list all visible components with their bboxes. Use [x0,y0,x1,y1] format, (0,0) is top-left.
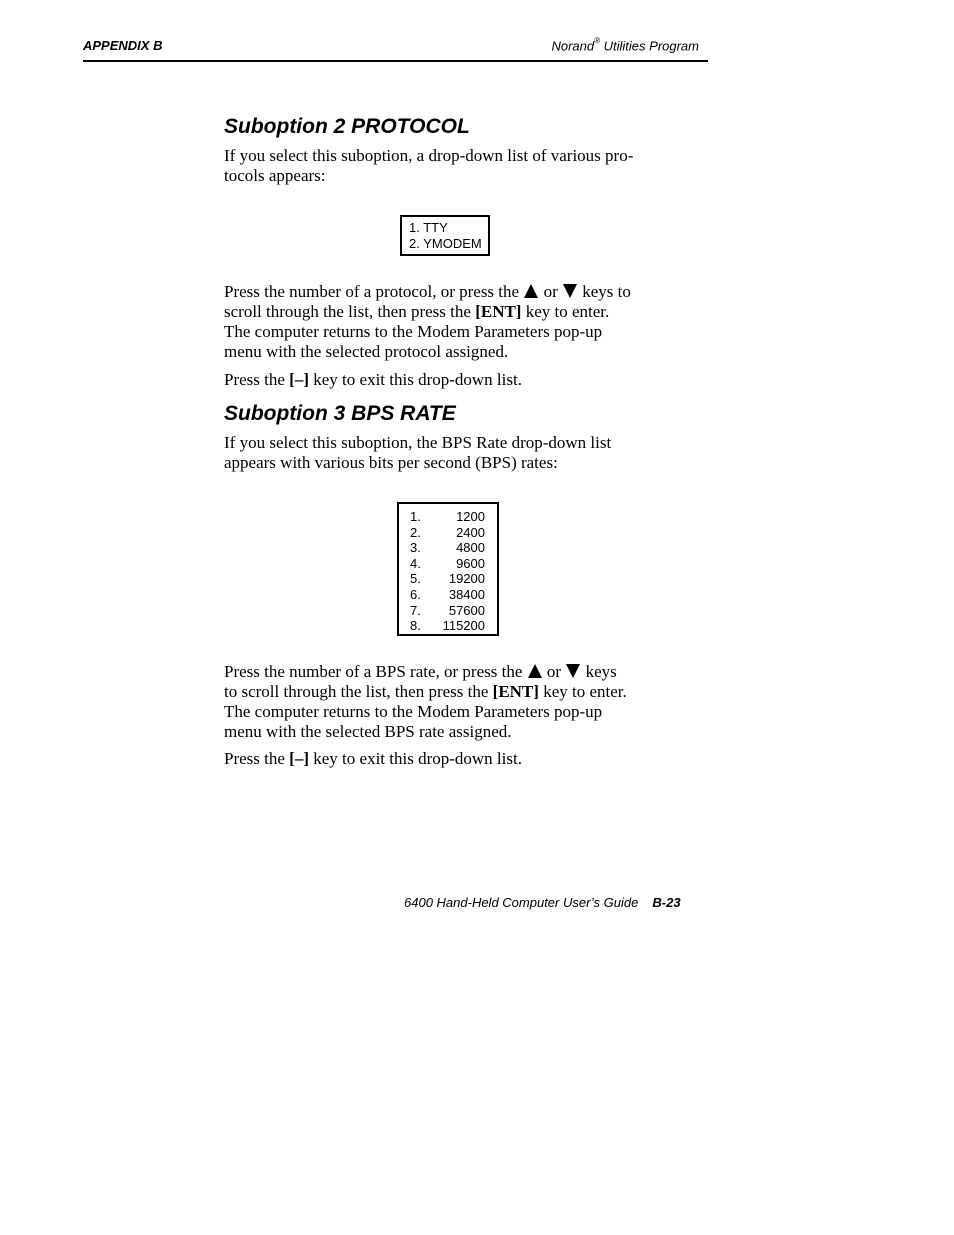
ent-key-label: [ENT] [475,302,522,321]
bps-instructions-line-1 [224,662,710,682]
bps-option[interactable] [410,540,485,556]
instruction-text: Press the [224,749,285,768]
protocol-instructions [224,282,710,362]
bps-intro [224,433,710,473]
instruction-text: Press the number of a protocol, or press the [224,282,520,301]
bps-option-value: 9600 [456,555,485,571]
bps-option-number: 5. [410,571,421,587]
instruction-text: to scroll through the list, then press the [224,682,489,701]
bps-option-number: 3. [410,540,421,556]
bps-option[interactable] [410,618,485,634]
bps-intro-line-1: If you select this suboption, the BPS Rate drop-down list [224,433,612,452]
protocol-exit-note [224,370,710,390]
page-number: B-23 [652,895,681,910]
bps-option-number: 8. [410,618,421,634]
page-footer [404,895,681,910]
bps-option-number: 1. [410,509,421,524]
bps-intro-line-2: appears with various bits per second (BPS) rates: [224,453,558,472]
instruction-text: key to enter. [543,682,627,701]
instruction-text: Press the number of a BPS rate, or press the [224,662,523,681]
instruction-text: Press the [224,370,285,389]
bps-option-value: 57600 [448,602,485,618]
bps-option-number: 4. [410,555,421,571]
instruction-text: keys to [582,282,631,301]
instruction-text: key to exit this drop-down list. [313,749,522,768]
protocol-exit-note-line [224,370,710,390]
up-arrow-key-icon [528,664,542,678]
protocol-dropdown-list[interactable] [400,215,490,256]
bps-option[interactable] [410,603,485,619]
protocol-intro-line-1: If you select this suboption, a drop-down list of various pro- [224,146,634,165]
protocol-heading: Suboption 2 PROTOCOL [224,115,470,138]
running-title [551,38,699,53]
bps-heading: Suboption 3 BPS RATE [224,402,456,425]
bps-option-number: 2. [410,524,421,540]
protocol-instructions-line-1 [224,282,710,302]
bps-option-number: 6. [410,586,421,602]
bps-option[interactable] [410,509,485,525]
instruction-text: key to enter. [525,302,610,321]
guide-title: 6400 Hand-Held Computer User’s Guide [404,895,639,910]
bps-exit-note [224,749,710,769]
appendix-label: APPENDIX B [83,38,163,53]
registered-mark: ® [594,36,601,45]
bps-option[interactable] [410,587,485,603]
ent-key-label: [ENT] [492,682,539,701]
minus-key-label: [–] [289,370,309,389]
protocol-instructions-line-2 [224,302,710,322]
bps-option-number: 7. [410,602,421,618]
bps-option[interactable] [410,525,485,541]
bps-rate-dropdown-list[interactable] [397,502,499,636]
protocol-intro [224,146,710,186]
instruction-text: or [546,662,562,681]
bps-option-value: 115200 [442,618,485,634]
running-title-rest: Utilities Program [603,38,699,54]
protocol-instructions-line-4: menu with the selected protocol assigned. [224,342,509,361]
page-header [83,36,708,62]
running-title-brand: Norand [551,38,595,54]
protocol-option-tty[interactable]: 1. TTY [409,220,448,235]
down-arrow-key-icon [563,284,577,298]
bps-instructions-line-3: The computer returns to the Modem Parameters pop-up [224,702,603,721]
protocol-instructions-line-3: The computer returns to the Modem Parameters pop-up [224,322,603,341]
instruction-text: scroll through the list, then press the [224,302,471,321]
up-arrow-key-icon [524,284,538,298]
bps-option[interactable] [410,571,485,587]
bps-option-value: 4800 [456,540,485,556]
minus-key-label: [–] [289,749,309,768]
instruction-text: or [543,282,558,301]
bps-option-value: 38400 [448,586,485,602]
bps-option-value: 19200 [448,571,485,587]
bps-option-value: 2400 [456,524,485,540]
protocol-intro-line-2: tocols appears: [224,166,326,185]
down-arrow-key-icon [566,664,580,678]
protocol-option-ymodem[interactable]: 2. YMODEM [409,236,482,251]
bps-instructions [224,662,710,742]
instruction-text: key to exit this drop-down list. [313,370,522,389]
bps-instructions-line-4: menu with the selected BPS rate assigned. [224,722,512,741]
bps-option-value: 1200 [456,509,485,524]
bps-instructions-line-2 [224,682,710,702]
bps-exit-note-line [224,749,710,769]
instruction-text: keys [585,662,617,681]
bps-option[interactable] [410,556,485,572]
